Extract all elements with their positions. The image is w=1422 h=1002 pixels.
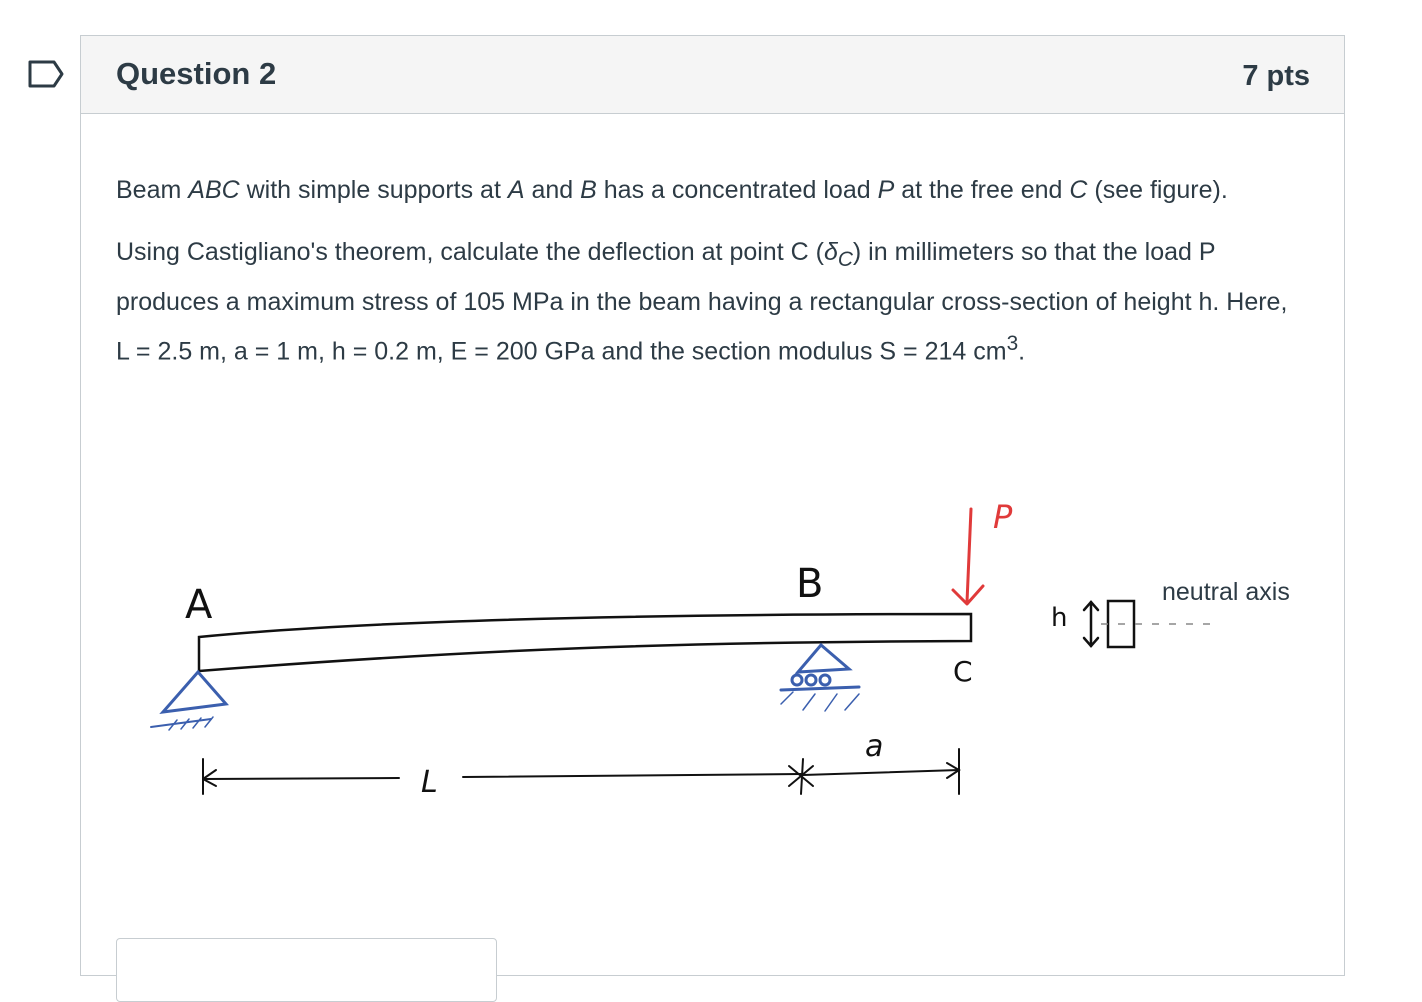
label-b-point: B <box>796 561 824 607</box>
load-arrow-icon <box>953 509 983 604</box>
beam <box>199 614 971 671</box>
label-p: P <box>993 498 1013 536</box>
label-a-point: A <box>185 582 213 628</box>
question-paragraph-1: Beam ABC with simple supports at A and B has a concentrated load P at the free end C (see figure). <box>116 176 1228 204</box>
neutral-axis-label: neutral axis <box>1162 578 1290 606</box>
question-points: 7 pts <box>1242 60 1310 92</box>
answer-input[interactable] <box>116 938 497 1002</box>
question-card <box>80 35 1345 976</box>
dimension-l <box>203 749 959 794</box>
beam-figure <box>81 114 1344 974</box>
support-b-icon <box>781 645 859 711</box>
question-title: Question 2 <box>116 56 277 91</box>
flag-question-icon[interactable] <box>28 60 64 88</box>
question-header <box>81 36 1344 114</box>
support-a-icon <box>151 672 226 730</box>
label-c-point: C <box>953 655 973 688</box>
question-paragraph-2: Using Castigliano's theorem, calculate the deflection at point C $(\delta_C)$ in millimeters so that the load P produces a maximum stress of 105 MPa in the beam having a rectangular cross-section of height h. Here, L = 2.5 m, a = 1 m, h = 0.2 m, E = 200 GPa and the section modulus S = 214 $cm^3$. <box>116 238 1288 366</box>
delta-symbol: δ <box>823 238 838 266</box>
label-a-dim: a <box>865 729 884 764</box>
label-h: h <box>1051 603 1068 633</box>
height-arrow-icon <box>1084 602 1098 646</box>
label-l: L <box>421 765 438 800</box>
